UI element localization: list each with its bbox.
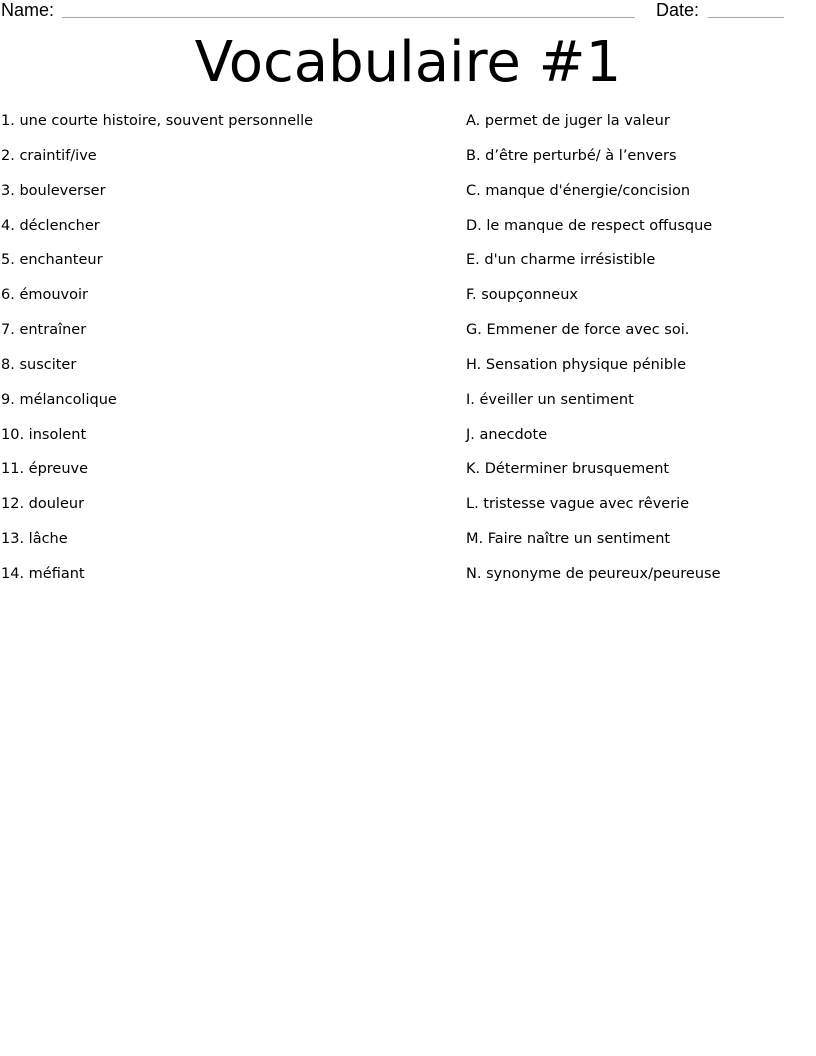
name-label: Name: xyxy=(1,0,55,20)
term-item: 8. susciter xyxy=(1,356,77,373)
definition-item: K. Déterminer brusquement xyxy=(466,461,670,478)
definition-item: L. tristesse vague avec rêverie xyxy=(466,496,690,513)
term-item: 6. émouvoir xyxy=(1,287,88,304)
definition-item: E. d'un charme irrésistible xyxy=(466,252,656,269)
term-item: 1. une courte histoire, souvent personnelle xyxy=(1,113,314,129)
term-item: 13. lâche xyxy=(1,531,68,548)
definition-item: A. permet de juger la valeur xyxy=(466,113,670,129)
term-item: 11. épreuve xyxy=(1,461,89,478)
worksheet-header xyxy=(0,0,816,22)
definitions-list xyxy=(466,111,811,599)
term-item: 14. méfiant xyxy=(1,565,85,582)
definition-item: H. Sensation physique pénible xyxy=(466,356,686,373)
term-item: 2. craintif/ive xyxy=(1,147,97,164)
definition-item: F. soupçonneux xyxy=(466,287,578,304)
name-blank-line[interactable] xyxy=(62,17,635,18)
definition-item: G. Emmener de force avec soi. xyxy=(466,322,690,339)
term-item: 7. entraîner xyxy=(1,322,87,339)
date-label: Date: xyxy=(656,0,700,20)
definition-item: J. anecdote xyxy=(466,426,548,443)
date-blank-line[interactable] xyxy=(708,17,784,18)
term-item: 5. enchanteur xyxy=(1,252,103,269)
definition-item: I. éveiller un sentiment xyxy=(466,391,634,408)
page-title: Vocabulaire #1 xyxy=(194,30,622,95)
definition-item: N. synonyme de peureux/peureuse xyxy=(466,565,721,582)
term-item: 9. mélancolique xyxy=(1,391,117,408)
definition-item: M. Faire naître un sentiment xyxy=(466,531,671,548)
definition-item: C. manque d'énergie/concision xyxy=(466,182,691,199)
term-item: 3. bouleverser xyxy=(1,182,106,199)
terms-list xyxy=(1,111,441,599)
term-item: 12. douleur xyxy=(1,496,85,513)
term-item: 4. déclencher xyxy=(1,217,100,234)
definition-item: D. le manque de respect offusque xyxy=(466,217,713,234)
term-item: 10. insolent xyxy=(1,426,87,443)
definition-item: B. d’être perturbé/ à l’envers xyxy=(466,147,677,164)
